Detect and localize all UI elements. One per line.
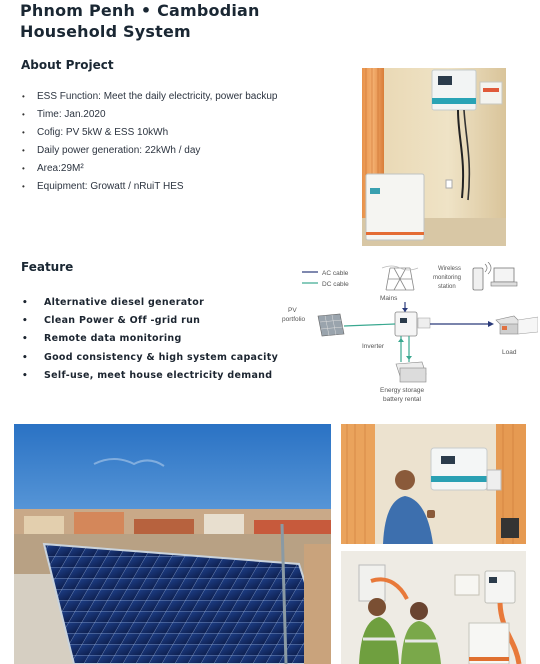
inverter-install-photo	[362, 68, 506, 246]
wireless-label-3: station	[438, 284, 456, 290]
battery-down-arrow-icon	[406, 356, 412, 360]
mains-label: Mains	[380, 295, 398, 302]
pv-panel-icon	[318, 314, 344, 336]
laptop-icon	[491, 268, 517, 286]
technician-photo	[341, 424, 526, 544]
about-item: • Daily power generation: 22kWh / day	[22, 142, 277, 160]
about-item: • ESS Function: Meet the daily electricity, power backup	[22, 88, 277, 106]
installation-workers-photo	[341, 551, 526, 664]
about-heading: About Project	[21, 58, 114, 72]
inverter-label: Inverter	[362, 343, 385, 350]
title-line-1: Phnom Penh • Cambodian	[20, 1, 260, 20]
ac-cable-label: AC cable	[322, 270, 349, 277]
wireless-label-2: monitoring	[433, 275, 462, 281]
page-title	[20, 0, 260, 42]
about-item: • Equipment: Growatt / nRuiT HES	[22, 178, 277, 196]
feature-list	[22, 294, 278, 385]
pv-label-1: PV	[288, 307, 297, 314]
wireless-label-1: Wireless	[438, 266, 462, 272]
about-item: • Time: Jan.2020	[22, 106, 277, 124]
rooftop-solar-photo	[14, 424, 331, 664]
battery-icon	[396, 362, 426, 382]
inverter-icon	[395, 312, 430, 336]
mains-arrow-icon	[402, 308, 408, 312]
feature-item: • Self-use, meet house electricity demand	[22, 367, 278, 385]
storage-label-2: battery rental	[383, 396, 421, 403]
feature-item: • Alternative diesel generator	[22, 294, 278, 312]
feature-item: • Remote data monitoring	[22, 330, 278, 348]
load-label: Load	[502, 349, 517, 356]
storage-label-1: Energy storage	[380, 387, 425, 394]
feature-item: • Good consistency & high system capacity	[22, 349, 278, 367]
pv-label-2: portfolio	[282, 316, 306, 323]
feature-heading: Feature	[21, 260, 74, 274]
battery-up-arrow-icon	[398, 338, 404, 342]
mains-pylon-icon	[382, 266, 418, 290]
about-list	[22, 88, 277, 196]
pv-dc-line	[344, 324, 395, 326]
about-item: • Cofig: PV 5kW & ESS 10kWh	[22, 124, 277, 142]
feature-item: • Clean Power & Off -grid run	[22, 312, 278, 330]
about-item: • Area:29M²	[22, 160, 277, 178]
system-diagram	[282, 262, 538, 408]
dc-cable-label: DC cable	[322, 281, 349, 288]
title-line-2: Household System	[20, 22, 191, 41]
phone-icon	[473, 262, 491, 290]
load-arrow-icon	[488, 321, 494, 327]
load-icon	[496, 316, 538, 334]
